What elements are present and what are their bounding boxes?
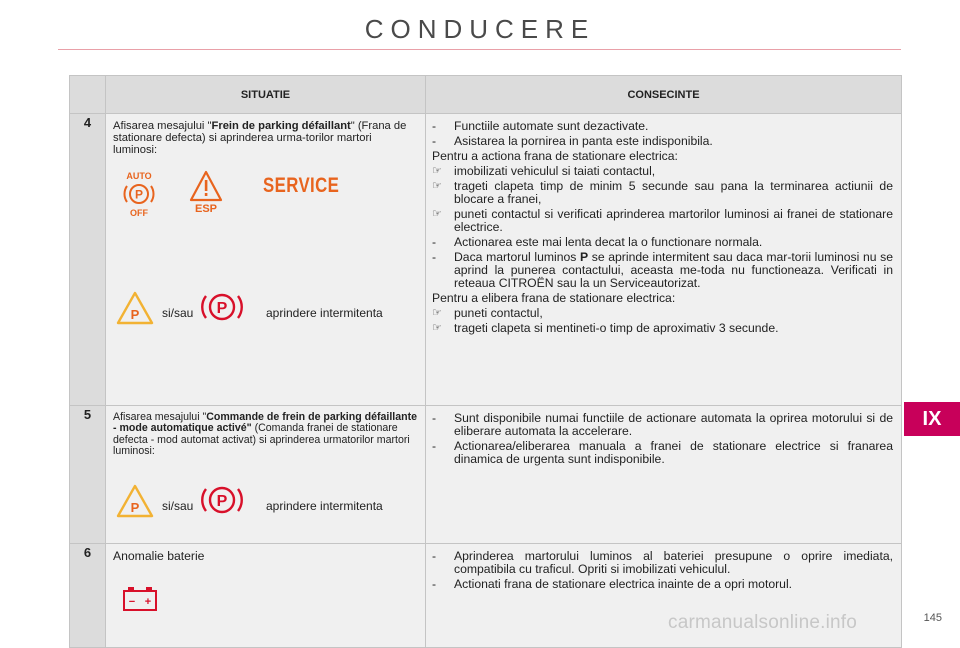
dash-marker: - — [432, 235, 437, 249]
parking-brake-red-icon — [200, 287, 244, 327]
page-number: 145 — [923, 612, 942, 624]
header-situation: SITUATIE — [106, 76, 426, 114]
hand-bullet-item — [432, 208, 893, 234]
blinking-label: aprindere intermitenta — [266, 499, 383, 513]
bullet-text: Actionarea/eliberarea manuala a franei de stationare electrice si franarea dinamica de urgenta sunt indisponibile. — [454, 439, 893, 466]
consequence-cell — [426, 406, 902, 544]
situation-cell — [106, 544, 426, 648]
pointing-hand-icon: ☞ — [432, 307, 442, 319]
situation-text: Anomalie baterie — [113, 549, 205, 563]
hand-bullet-item — [432, 180, 893, 206]
table-row — [70, 114, 902, 406]
bullet-text: Functiile automate sunt dezactivate. — [454, 119, 649, 133]
row-number: 4 — [70, 114, 106, 406]
svg-text:AUTO: AUTO — [126, 171, 152, 181]
dash-marker: - — [432, 411, 437, 425]
and-or-label: si/sau — [162, 499, 194, 513]
situation-text: Afisarea mesajului "Commande de frein de parking défaillante - mode automatique activé" (Comanda franei de stationare defecta - mod automat activat) si aprinderea urmatorilor martori luminosi: — [113, 411, 418, 458]
and-or-label: si/sau — [162, 306, 194, 320]
paragraph-text: Pentru a actiona frana de stationare electrica: — [432, 149, 678, 163]
parking-icon-row — [116, 289, 419, 333]
row-number: 6 — [70, 544, 106, 648]
situation-text: Afisarea mesajului "Frein de parking défaillant" (Frana de stationare defecta) si aprinderea urma-torilor martori luminosi: — [113, 120, 407, 156]
page-title: CONDUCERE — [364, 14, 596, 44]
watermark: carmanualsonline.info — [668, 612, 858, 633]
svg-text:ESP: ESP — [194, 203, 218, 214]
table-header-row — [70, 76, 902, 114]
bullet-text: Sunt disponibile numai functiile de actionare automata la oprirea motorului si de eliberare automata la accelerare. — [454, 411, 893, 438]
pointing-hand-icon: ☞ — [432, 322, 442, 334]
pointing-hand-icon: ☞ — [432, 180, 442, 192]
dash-marker: - — [432, 577, 437, 591]
situation-cell — [106, 406, 426, 544]
situation-table — [69, 75, 902, 648]
pointing-hand-icon: ☞ — [432, 165, 442, 177]
hand-bullet-item — [432, 307, 893, 320]
service-icon: SERVICE — [263, 174, 340, 197]
dash-bullet-item — [432, 550, 893, 576]
dash-marker: - — [432, 549, 437, 563]
dash-bullet-item — [432, 578, 893, 591]
dash-bullet-item — [432, 236, 893, 249]
svg-text:P: P — [130, 307, 140, 322]
svg-text:P: P — [134, 187, 144, 202]
esp-warning-icon — [188, 170, 224, 214]
dash-marker: - — [432, 250, 437, 264]
bullet-text: Aprinderea martorului luminos al bateriei presupune o oprire imediata, compatibila cu traficul. Opriti si imobilizati vehiculul. — [454, 549, 893, 576]
battery-icon — [122, 586, 158, 612]
dash-bullet-item — [432, 412, 893, 438]
header-number-cell — [70, 76, 106, 114]
svg-text:+: + — [144, 596, 152, 608]
row-number: 5 — [70, 406, 106, 544]
bullet-text: puneti contactul, — [454, 306, 543, 320]
title-divider — [58, 49, 901, 50]
dash-bullet-item — [432, 120, 893, 133]
bullet-text: Daca martorul luminos P se aprinde intermitent sau daca mar-torii luminosi nu se aprind la punerea contactului, aceasta me-toda nu functioneaza. Verificati in reteaua CITROËN sau la un Serviceautorizat. — [454, 250, 893, 290]
bullet-text: Actionarea este mai lenta decat la o functionare normala. — [454, 235, 763, 249]
svg-text:−: − — [128, 596, 136, 608]
hand-bullet-item — [432, 322, 893, 335]
svg-text:P: P — [216, 493, 228, 510]
bullet-text: imobilizati vehiculul si taiati contactul, — [454, 164, 656, 178]
svg-text:OFF: OFF — [130, 208, 148, 218]
dash-bullet-item — [432, 440, 893, 466]
paragraph-text: Pentru a elibera frana de stationare electrica: — [432, 291, 676, 305]
situation-cell — [106, 114, 426, 406]
dash-marker: - — [432, 439, 437, 453]
dash-bullet-item — [432, 251, 893, 290]
parking-warning-icon — [116, 484, 154, 518]
table-row — [70, 406, 902, 544]
pointing-hand-icon: ☞ — [432, 208, 442, 220]
consequence-cell — [426, 114, 902, 406]
warning-icon-row — [113, 170, 418, 218]
dash-bullet-item — [432, 135, 893, 148]
svg-text:P: P — [130, 500, 140, 515]
bullet-text: Asistarea la pornirea in panta este indisponibila. — [454, 134, 713, 148]
bullet-text: puneti contactul si verificati aprinderea martorilor luminosi ai franei de stationare electrice. — [454, 207, 893, 234]
parking-brake-red-icon — [200, 480, 244, 520]
parking-icon-row — [116, 482, 419, 526]
header-consequence: CONSECINTE — [426, 76, 902, 114]
bullet-text: Actionati frana de stationare electrica inainte de a opri motorul. — [454, 577, 793, 591]
bullet-text: trageti clapeta si mentineti-o timp de aproximativ 3 secunde. — [454, 321, 779, 335]
dash-marker: - — [432, 119, 437, 133]
svg-text:P: P — [216, 300, 228, 317]
parking-brake-auto-off-icon — [119, 170, 159, 218]
bullet-text: trageti clapeta timp de minim 5 secunde sau pana la terminarea actiunii de blocare a franei, — [454, 179, 893, 206]
chapter-tab[interactable]: IX — [904, 402, 960, 436]
blinking-label: aprindere intermitenta — [266, 306, 383, 320]
dash-marker: - — [432, 134, 437, 148]
parking-warning-icon — [116, 291, 154, 325]
hand-bullet-item — [432, 165, 893, 178]
